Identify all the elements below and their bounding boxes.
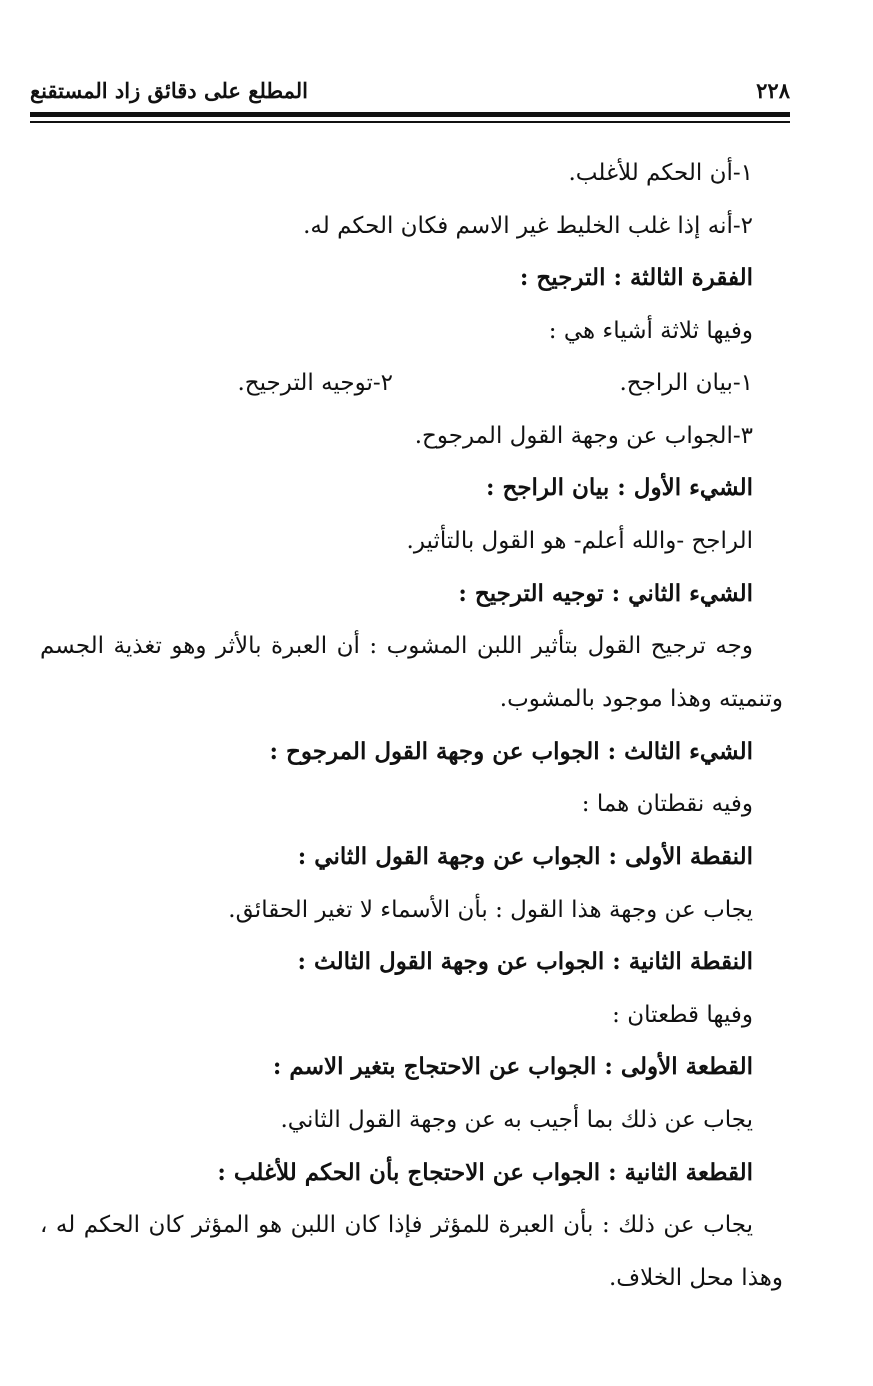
list-item: ٣-الجواب عن وجهة القول المرجوح. <box>414 423 753 449</box>
text-line: يجاب عن ذلك : بأن العبرة للمؤثر فإذا كان اللبن هو المؤثر كان الحكم له ، <box>40 1212 753 1238</box>
section-heading: القطعة الثانية : الجواب عن الاحتجاج بأن الحكم للأغلب : <box>217 1159 753 1186</box>
list-item: ١-بيان الراجح. <box>619 370 753 396</box>
text-line: الراجح -والله أعلم- هو القول بالتأثير. <box>406 528 753 554</box>
header-rule-thick <box>30 112 790 117</box>
text-line: وفيها ثلاثة أشياء هي : <box>548 318 753 344</box>
section-heading: القطعة الأولى : الجواب عن الاحتجاج بتغير الاسم : <box>272 1053 753 1080</box>
section-heading: الشيء الثاني : توجيه الترجيح : <box>458 580 753 607</box>
list-item: ٢-توجيه الترجيح. <box>237 370 393 396</box>
text-line: وفيها قطعتان : <box>612 1002 753 1028</box>
section-heading: النقطة الأولى : الجواب عن وجهة القول الثاني : <box>297 843 753 870</box>
page-header <box>30 78 790 108</box>
header-rule-thin <box>30 121 790 123</box>
section-heading: الفقرة الثالثة : الترجيح : <box>519 264 753 291</box>
text-line: وفيه نقطتان هما : <box>581 791 753 817</box>
text-line: وجه ترجيح القول بتأثير اللبن المشوب : أن العبرة بالأثر وهو تغذية الجسم <box>40 633 753 659</box>
text-line: ١-أن الحكم للأغلب. <box>568 160 753 186</box>
book-title: المطلع على دقائق زاد المستقنع <box>29 78 308 103</box>
page-number: ٢٢٨ <box>756 78 790 103</box>
text-line: يجاب عن وجهة هذا القول : بأن الأسماء لا تغير الحقائق. <box>228 897 753 923</box>
section-heading: الشيء الأول : بيان الراجح : <box>485 474 753 501</box>
text-line: وهذا محل الخلاف. <box>608 1265 783 1291</box>
section-heading: النقطة الثانية : الجواب عن وجهة القول الثالث : <box>297 948 753 975</box>
text-line: يجاب عن ذلك بما أجيب به عن وجهة القول الثاني. <box>280 1107 753 1133</box>
text-line: ٢-أنه إذا غلب الخليط غير الاسم فكان الحكم له. <box>303 213 753 239</box>
text-line: وتنميته وهذا موجود بالمشوب. <box>499 686 783 712</box>
section-heading: الشيء الثالث : الجواب عن وجهة القول المرجوح : <box>269 738 753 765</box>
